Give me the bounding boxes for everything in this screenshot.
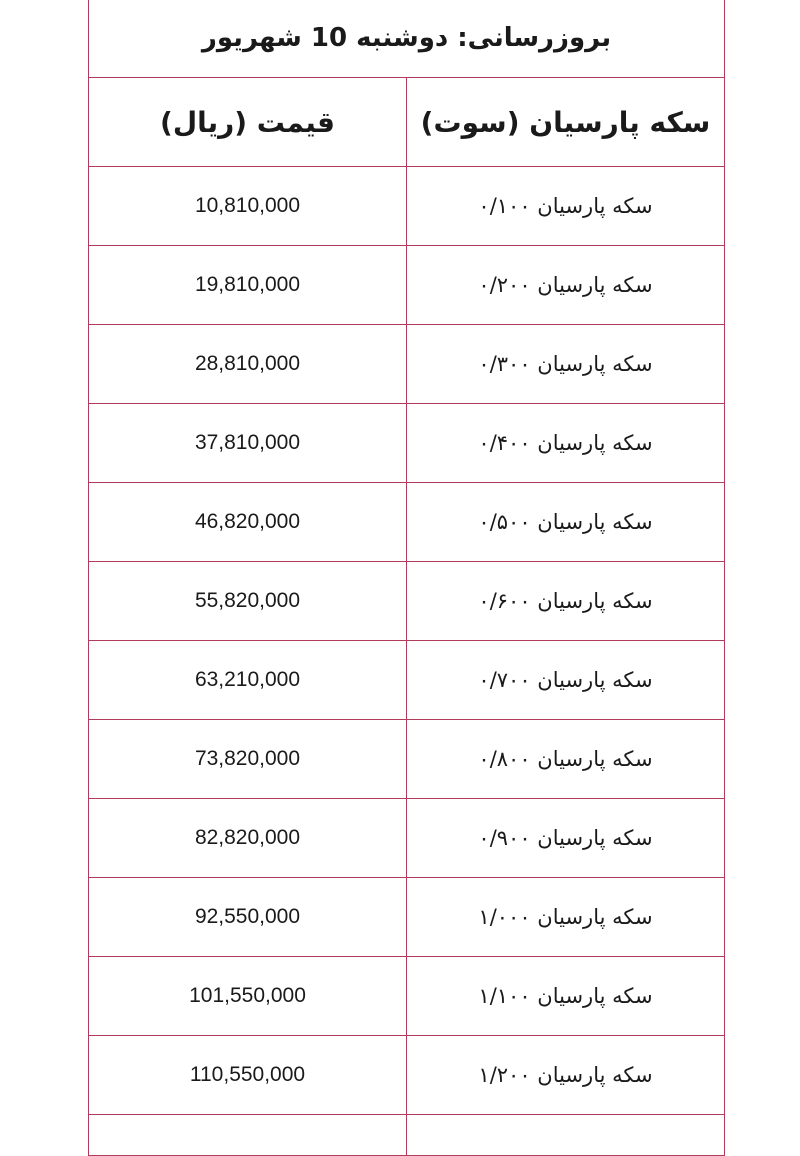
table-row-cutoff [89, 1115, 725, 1156]
table-row [89, 878, 725, 957]
coin-name-cell: سکه پارسیان ۱/۰۰۰ [407, 878, 725, 957]
price-cell: 19,810,000 [89, 246, 407, 325]
title-row [89, 0, 725, 78]
coin-name-cell: سکه پارسیان ۰/۷۰۰ [407, 641, 725, 720]
price-cell: 82,820,000 [89, 799, 407, 878]
price-cell: 110,550,000 [89, 1036, 407, 1115]
coin-name-cell: سکه پارسیان ۱/۱۰۰ [407, 957, 725, 1036]
table-row [89, 404, 725, 483]
table-row [89, 325, 725, 404]
table-row [89, 1036, 725, 1115]
table-row [89, 167, 725, 246]
price-table [88, 0, 725, 1156]
coin-name-cell: سکه پارسیان ۰/۶۰۰ [407, 562, 725, 641]
header-coin-name: سکه پارسیان (سوت) [407, 78, 725, 167]
table-row [89, 641, 725, 720]
coin-name-cell: سکه پارسیان ۰/۲۰۰ [407, 246, 725, 325]
empty-cell [89, 1115, 407, 1156]
price-cell: 10,810,000 [89, 167, 407, 246]
coin-name-cell: سکه پارسیان ۰/۵۰۰ [407, 483, 725, 562]
header-row [89, 78, 725, 167]
table-row [89, 720, 725, 799]
price-cell: 101,550,000 [89, 957, 407, 1036]
header-price: قیمت (ریال) [89, 78, 407, 167]
table-row [89, 799, 725, 878]
coin-name-cell: سکه پارسیان ۱/۲۰۰ [407, 1036, 725, 1115]
price-cell: 63,210,000 [89, 641, 407, 720]
price-cell: 73,820,000 [89, 720, 407, 799]
coin-name-cell: سکه پارسیان ۰/۳۰۰ [407, 325, 725, 404]
table-row [89, 957, 725, 1036]
price-cell: 46,820,000 [89, 483, 407, 562]
price-cell: 37,810,000 [89, 404, 407, 483]
empty-cell [407, 1115, 725, 1156]
coin-name-cell: سکه پارسیان ۰/۹۰۰ [407, 799, 725, 878]
price-cell: 28,810,000 [89, 325, 407, 404]
coin-name-cell: سکه پارسیان ۰/۱۰۰ [407, 167, 725, 246]
coin-name-cell: سکه پارسیان ۰/۴۰۰ [407, 404, 725, 483]
table-row [89, 562, 725, 641]
price-cell: 55,820,000 [89, 562, 407, 641]
table-title: بروزرسانی: دوشنبه 10 شهریور [89, 0, 725, 78]
table-row [89, 246, 725, 325]
coin-name-cell: سکه پارسیان ۰/۸۰۰ [407, 720, 725, 799]
price-cell: 92,550,000 [89, 878, 407, 957]
table-row [89, 483, 725, 562]
